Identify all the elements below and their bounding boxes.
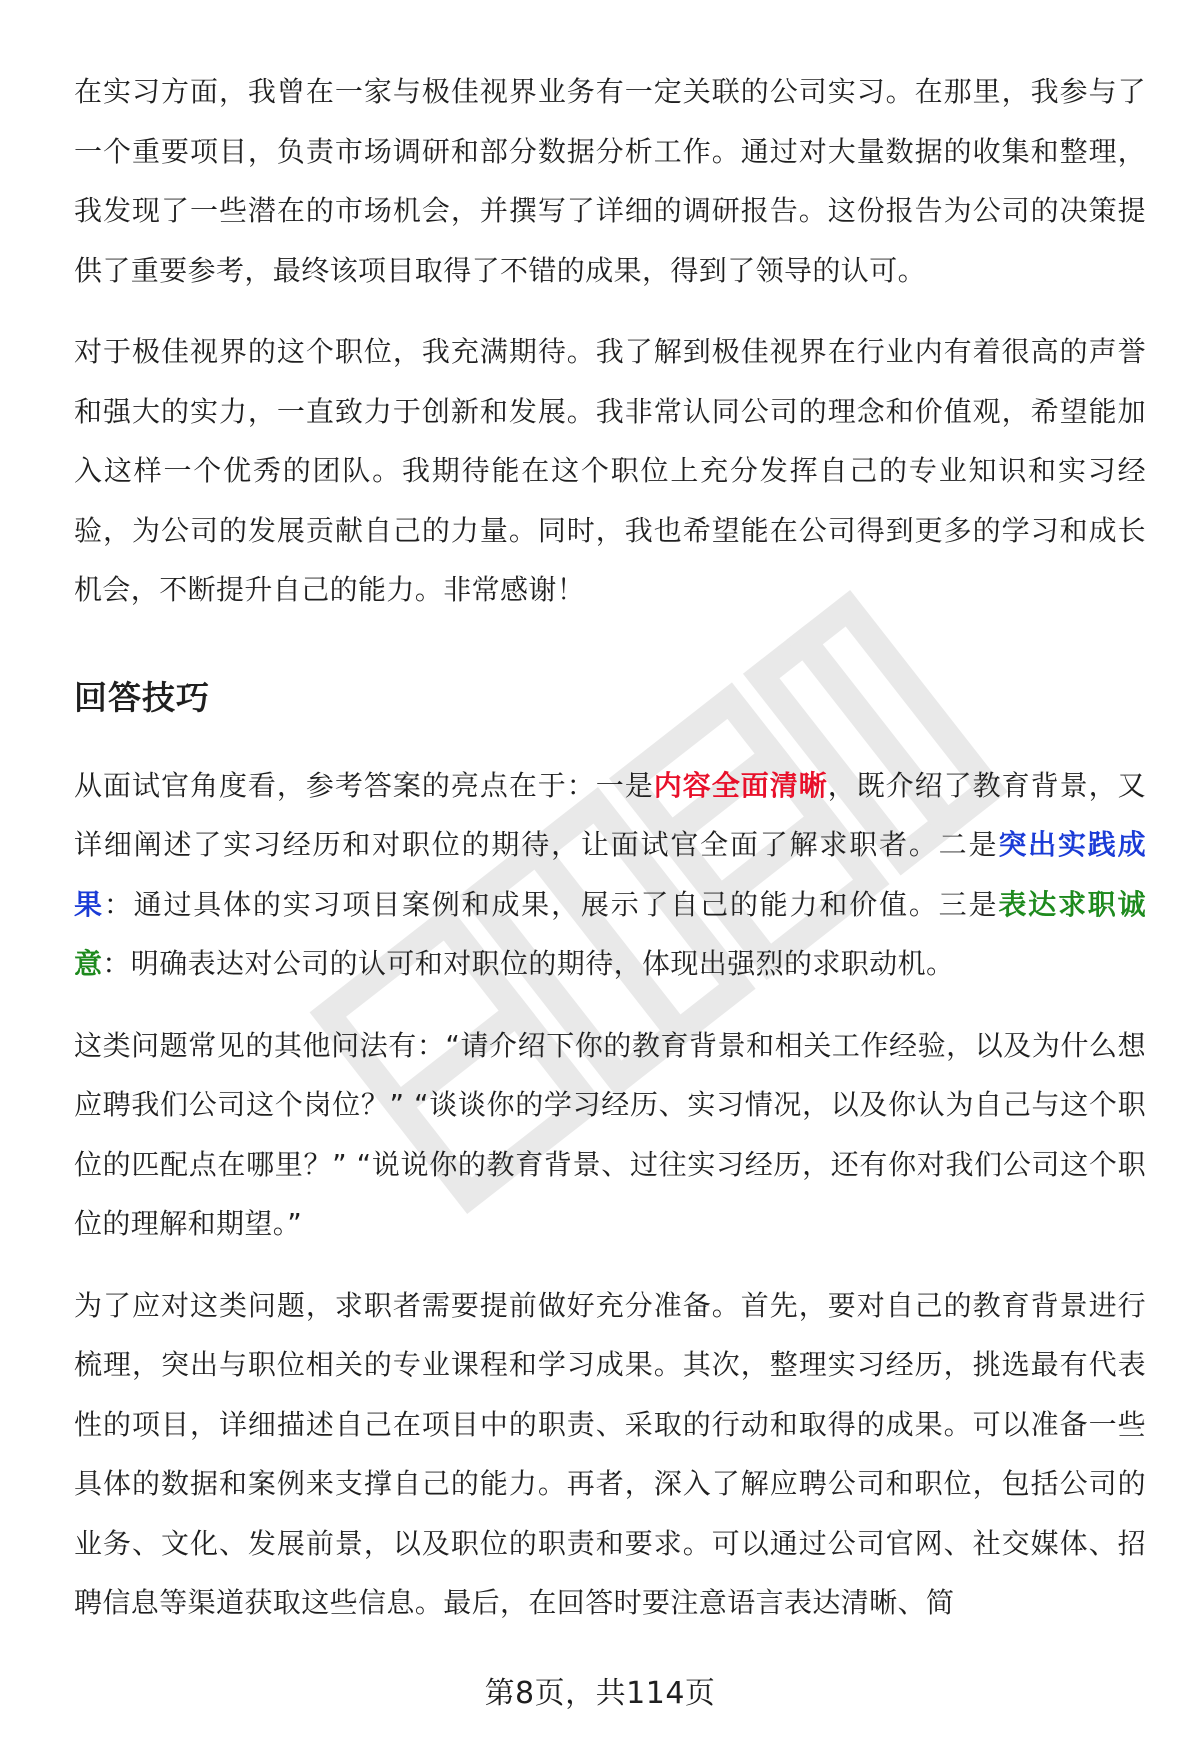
paragraph-alternative-questions: 这类问题常见的其他问法有：“请介绍下你的教育背景和相关工作经验，以及为什么想应聘我们公司这个岗位？” “谈谈你的学习经历、实习情况，以及你认为自己与这个职位的匹配点在哪里？” “说说你的教育背景、过往实习经历，还有你对我们公司这个职位的理解和期望。” (74, 1028, 1146, 1240)
section-heading: 回答技巧 (74, 677, 210, 717)
paragraph-expectation: 对于极佳视界的这个职位，我充满期待。我了解到极佳视界在行业内有着很高的声誉和强大的实力，一直致力于创新和发展。我非常认同公司的理念和价值观，希望能加入这样一个优秀的团队。我期待能在这个职位上充分发挥自己的专业知识和实习经验，为公司的发展贡献自己的力量。同时，我也希望能在公司得到更多的学习和成长机会，不断提升自己的能力。非常感谢！ (74, 335, 1146, 606)
paragraph-preparation: 为了应对这类问题，求职者需要提前做好充分准备。首先，要对自己的教育背景进行梳理，突出与职位相关的专业课程和学习成果。其次，整理实习经历，挑选最有代表性的项目，详细描述自己在项目中的职责、采取的行动和取得的成果。可以准备一些具体的数据和案例来支撑自己的能力。再者，深入了解应聘公司和职位，包括公司的业务、文化、发展前景，以及职位的职责和要求。可以通过公司官网、社交媒体、招聘信息等渠道获取这些信息。最后，在回答时要注意语言表达清晰、简 (74, 1288, 1146, 1619)
paragraph-internship: 在实习方面，我曾在一家与极佳视界业务有一定关联的公司实习。在那里，我参与了一个重要项目，负责市场调研和部分数据分析工作。通过对大量数据的收集和整理，我发现了一些潜在的市场机会，并撰写了详细的调研报告。这份报告为公司的决策提供了重要参考，最终该项目取得了不错的成果，得到了领导的认可。 (74, 75, 1146, 287)
tips-text-4: ：明确表达对公司的认可和对职位的期待，体现出强烈的求职动机。 (102, 947, 955, 980)
tips-text-2: ，既介绍了教育背景，又详细阐述了实习经历和对职位的期待，让面试官全面了解求职者。二是 (74, 768, 1146, 861)
tips-text-1: 从面试官角度看，参考答案的亮点在于：一是 (74, 768, 654, 802)
highlight-practice-results: 突出实践成果 (74, 828, 1146, 921)
page-number: 第8页，共114页 (484, 1676, 716, 1711)
document-page (74, 62, 1146, 1633)
highlight-sincerity: 表达求职诚意 (74, 887, 1146, 980)
highlight-content-clear: 内容全面清晰 (653, 768, 828, 802)
tips-text-3: ：通过具体的实习项目案例和成果，展示了自己的能力和价值。三是 (103, 887, 999, 921)
paragraph-tips (74, 756, 1146, 994)
